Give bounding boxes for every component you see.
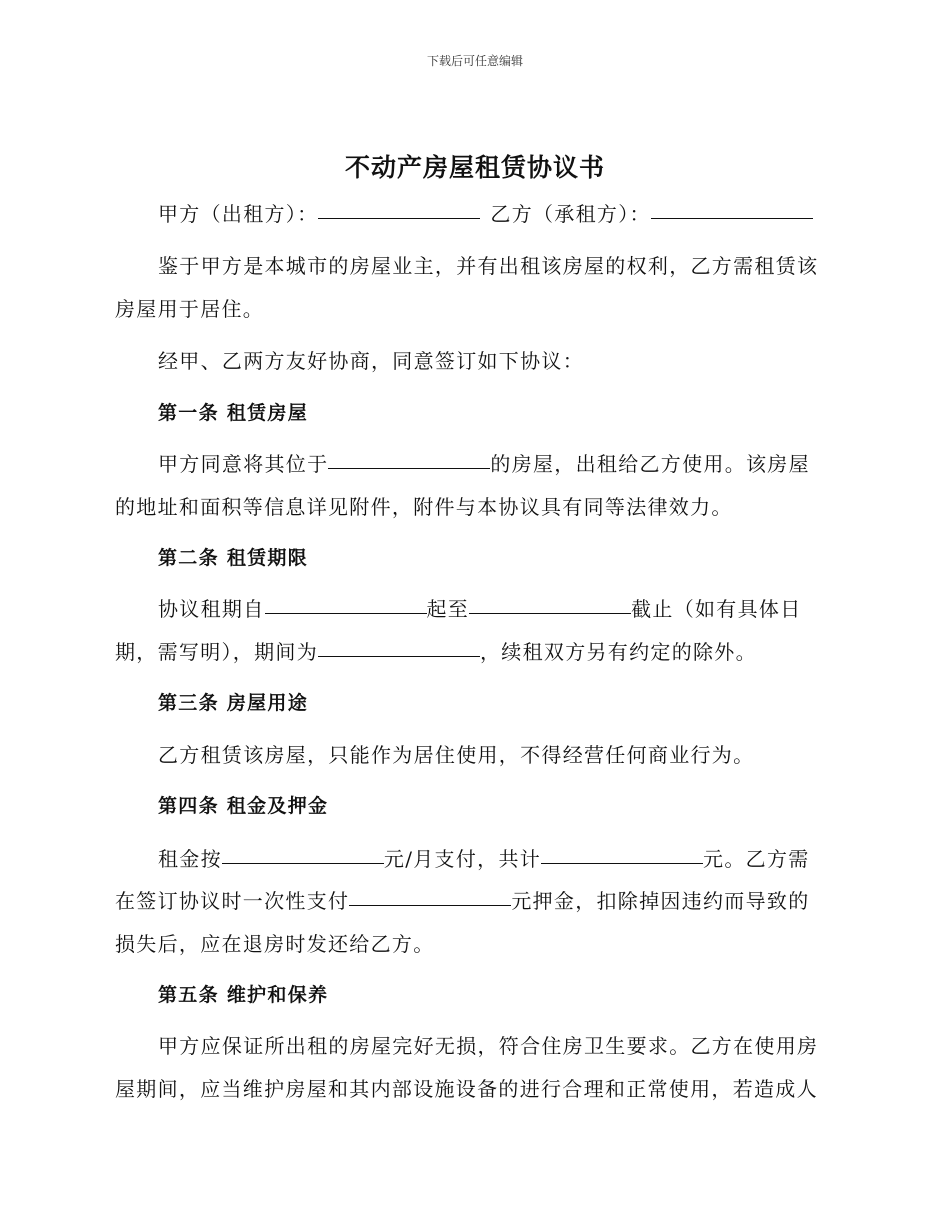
- article-1-heading: 第一条 租赁房屋: [158, 402, 309, 424]
- article-4-text: 在签订协议时一次性支付: [115, 889, 350, 913]
- location-blank[interactable]: [328, 467, 490, 469]
- article-4-text: 元。乙方需: [703, 847, 810, 871]
- article-3-line: 乙方租赁该房屋，只能作为居住使用，不得经营任何商业行为。: [158, 743, 755, 767]
- article-5-line: 甲方应保证所出租的房屋完好无损，符合住房卫生要求。乙方在使用房: [158, 1034, 819, 1058]
- start-date-blank[interactable]: [265, 612, 427, 614]
- article-2-text: 协议租期自: [158, 597, 265, 621]
- header-note: 下载后可任意编辑: [426, 54, 523, 68]
- period-blank[interactable]: [318, 655, 480, 657]
- document-title: 不动产房屋租赁协议书: [344, 153, 605, 182]
- article-2-text: 截止（如有具体日: [631, 597, 802, 621]
- article-1-text: 甲方同意将其位于: [158, 452, 329, 476]
- intro-paragraph-line: 鉴于甲方是本城市的房屋业主，并有出租该房屋的权利，乙方需租赁该: [158, 254, 819, 278]
- article-3-heading: 第三条 房屋用途: [158, 692, 309, 714]
- article-2-text: 期，需写明），期间为: [115, 640, 318, 664]
- parties-line: [115, 198, 878, 227]
- article-4-line: [115, 843, 878, 872]
- article-4-text: 元/月支付，共计: [383, 847, 542, 871]
- article-4-line: 损失后，应在退房时发还给乙方。: [115, 932, 435, 956]
- article-2-text: 起至: [426, 597, 470, 621]
- article-1-text: 的房屋，出租给乙方使用。该房屋: [490, 452, 810, 476]
- article-1-line: 的地址和面积等信息详见附件，附件与本协议具有同等法律效力。: [115, 495, 733, 519]
- article-5-heading: 第五条 维护和保养: [158, 984, 329, 1006]
- agreement-statement: 经甲、乙两方友好协商，同意签订如下协议：: [158, 349, 584, 373]
- article-1-line: [115, 448, 878, 477]
- article-4-text: 元押金，扣除掉因违约而导致的: [511, 889, 810, 913]
- article-4-text: 租金按: [158, 847, 222, 871]
- article-5-line: 屋期间，应当维护房屋和其内部设施设备的进行合理和正常使用，若造成人: [115, 1077, 818, 1101]
- end-date-blank[interactable]: [469, 612, 631, 614]
- party-a-label: 甲方（出租方）：: [158, 202, 319, 226]
- article-2-line: [115, 593, 878, 622]
- monthly-rent-blank[interactable]: [222, 862, 384, 864]
- article-2-text: ，续租双方另有约定的除外。: [480, 640, 757, 664]
- deposit-blank[interactable]: [349, 904, 511, 906]
- article-2-heading: 第二条 租赁期限: [158, 547, 309, 569]
- article-4-line: [115, 885, 835, 914]
- party-b-blank[interactable]: [651, 217, 813, 219]
- article-2-line: [115, 636, 835, 665]
- intro-paragraph-line: 房屋用于居住。: [115, 297, 265, 321]
- total-rent-blank[interactable]: [541, 862, 703, 864]
- party-b-label: 乙方（承租方）：: [490, 202, 651, 226]
- party-a-blank[interactable]: [318, 217, 480, 219]
- article-4-heading: 第四条 租金及押金: [158, 795, 329, 817]
